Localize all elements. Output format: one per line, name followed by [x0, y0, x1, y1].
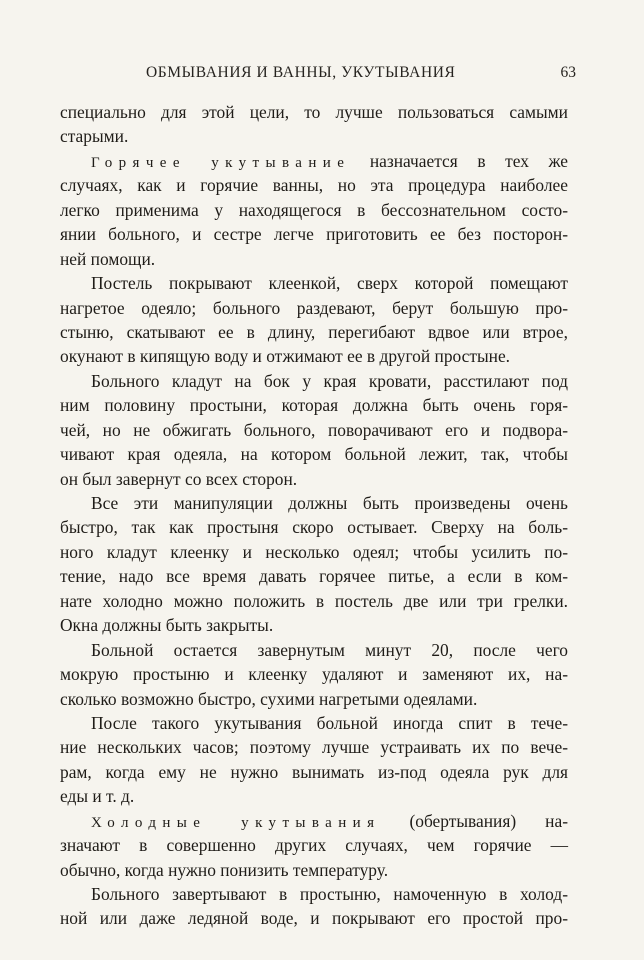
spaced-term: Холодные укутывания [91, 814, 381, 831]
text-line: ним половину простыни, которая должна быть очень горя- [60, 395, 568, 416]
line-text: (обертывания) на- [380, 810, 568, 831]
text-line: еды и т. д. [60, 786, 135, 807]
text-line: случаях, как и горячие ванны, но эта процедура наиболее [60, 175, 568, 196]
text-line: окунают в кипящую воду и отжимают ее в другой простыне. [60, 346, 511, 367]
text-line: сколько возможно быстро, сухими нагретыми одеялами. [60, 688, 478, 709]
text-line: ной или даже ледяной воде, и покрывают его простой про- [60, 908, 568, 929]
text-line: После такого укутывания больной иногда спит в тече- [91, 712, 568, 733]
text-line: значают в совершенно других случаях, чем горячие — [60, 835, 568, 856]
text-line: Больной остается завернутым минут 20, после чего [91, 639, 568, 660]
text-line: специально для этой цели, то лучше пользоваться самыми [60, 102, 568, 122]
text-line: янии больного, и сестре легче приготовить ее без посторон- [60, 224, 568, 245]
text-line: он был завернут со всех сторон. [60, 468, 298, 489]
text-line: старыми. [60, 126, 129, 147]
text-line: Больного кладут на бок у края кровати, расстилают под [91, 370, 568, 391]
text-line: тение, надо все время давать горячее питье, а если в ком- [60, 566, 568, 587]
text-line: нагретое одеяло; больного раздевают, берут большую про- [60, 297, 568, 318]
text-line: обычно, когда нужно понизить температуру. [60, 859, 389, 880]
text-line: рам, когда ему не нужно вынимать из-под одеяла рук для [60, 761, 568, 782]
text-line: легко применима у находящегося в бессознательном состо- [60, 199, 568, 220]
running-title: ОБМЫВАНИЯ И ВАННЫ, УКУТЫВАНИЯ [146, 64, 456, 81]
text-line: Все эти манипуляции должны быть произведены очень [91, 493, 568, 513]
text-line: ние нескольких часов; поэтому лучше устраивать их по вече- [60, 737, 568, 758]
line-text: назначается в тех же [350, 150, 568, 171]
text-line: Больного завертывают в простыню, намоченную в холод- [91, 884, 568, 904]
text-line: нате холодно можно положить в постель две или три грелки. [60, 590, 568, 611]
text-line [60, 809, 568, 833]
text-line: Постель покрывают клеенкой, сверх которой помещают [91, 273, 568, 294]
text-line: стыню, скатывают ее в длину, перегибают вдвое или втрое, [60, 321, 568, 342]
text-line: мокрую простыню и клеенку удаляют и заменяют их, на- [60, 664, 568, 685]
text-line: быстро, так как простыня скоро остывает. Сверху на боль- [60, 517, 568, 538]
text-line: чей, но не обжигать больного, поворачивают его и подвора- [60, 419, 568, 440]
text-line: ного кладут клеенку и несколько одеял; чтобы усилить по- [60, 541, 568, 562]
text-line: Окна должны быть закрыты. [60, 615, 274, 636]
text-line: чивают края одеяла, на котором больной лежит, так, чтобы [60, 444, 568, 465]
text-line [60, 149, 568, 173]
page-number: 63 [560, 64, 576, 81]
body-text [60, 100, 568, 931]
spaced-term: Горячее укутывание [91, 154, 351, 171]
text-line: ней помощи. [60, 248, 156, 269]
